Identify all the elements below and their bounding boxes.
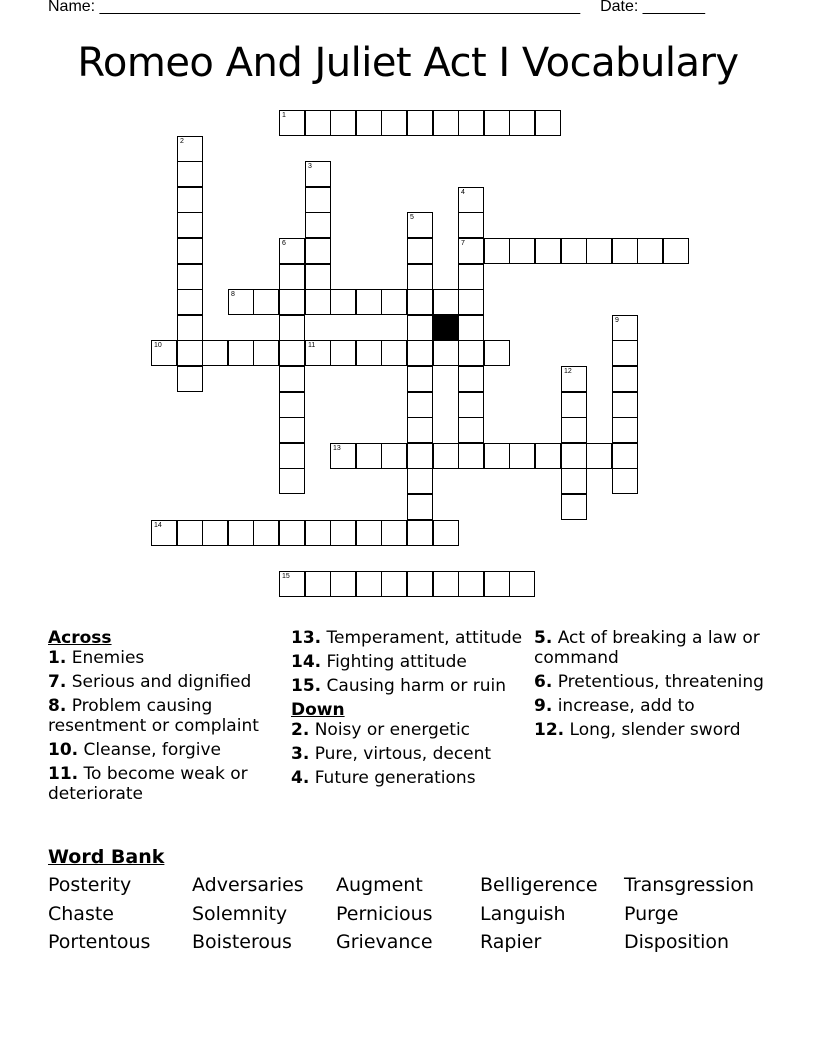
crossword-cell[interactable]	[356, 443, 382, 469]
clue-item	[291, 744, 527, 764]
crossword-cell[interactable]	[228, 340, 254, 366]
clue-text: Fighting attitude	[321, 652, 467, 672]
clue-item	[291, 720, 527, 740]
clue-item	[48, 740, 284, 760]
crossword-cell[interactable]	[305, 238, 331, 264]
crossword-cell[interactable]	[305, 212, 331, 238]
crossword-cell[interactable]	[356, 110, 382, 136]
word-bank-item: Adversaries	[192, 874, 304, 896]
across-heading: Across	[48, 628, 112, 648]
crossword-cell[interactable]	[458, 443, 484, 469]
crossword-cell[interactable]	[484, 110, 510, 136]
clue-number: 1.	[48, 648, 67, 668]
word-bank-item: Pernicious	[336, 902, 433, 925]
clue-number: 8.	[48, 696, 67, 716]
crossword-cell[interactable]	[458, 366, 484, 392]
crossword-cell[interactable]	[253, 520, 279, 546]
crossword-cell[interactable]	[637, 238, 663, 264]
crossword-cell[interactable]	[433, 520, 459, 546]
clue-number: 13	[333, 445, 341, 452]
clue-number: 2.	[291, 720, 310, 740]
crossword-cell[interactable]	[279, 110, 305, 136]
crossword-cell[interactable]	[305, 187, 331, 213]
crossword-cell[interactable]	[407, 392, 433, 418]
crossword-cell[interactable]	[586, 443, 612, 469]
clue-text: increase, add to	[552, 696, 695, 716]
crossword-cell[interactable]	[381, 520, 407, 546]
crossword-cell[interactable]	[407, 238, 433, 264]
crossword-cell[interactable]	[279, 520, 305, 546]
crossword-cell[interactable]	[561, 238, 587, 264]
word-bank-item: Grievance	[336, 931, 433, 954]
crossword-cell[interactable]	[279, 264, 305, 290]
crossword-cell[interactable]	[561, 494, 587, 520]
crossword-cell[interactable]	[509, 110, 535, 136]
word-bank-item: Chaste	[48, 902, 114, 925]
crossword-cell[interactable]	[407, 520, 433, 546]
crossword-cell[interactable]	[381, 340, 407, 366]
crossword-cell[interactable]	[228, 520, 254, 546]
clue-number: 13.	[291, 628, 322, 648]
crossword-cell[interactable]	[612, 468, 638, 494]
word-bank-item: Languish	[480, 902, 566, 925]
crossword-cell[interactable]	[407, 417, 433, 443]
word-bank-item: Posterity	[48, 874, 132, 896]
crossword-cell[interactable]	[407, 110, 433, 136]
crossword-cell[interactable]	[330, 443, 356, 469]
crossword-cell[interactable]	[484, 443, 510, 469]
crossword-cell[interactable]	[279, 340, 305, 366]
word-bank-item: Rapier	[480, 931, 542, 954]
crossword-cell[interactable]	[561, 443, 587, 469]
clue-number: 3	[308, 163, 312, 170]
crossword-cell[interactable]	[407, 315, 433, 341]
crossword-cell[interactable]	[407, 468, 433, 494]
clue-text: Cleanse, forgive	[78, 740, 222, 760]
word-bank	[48, 874, 788, 954]
crossword-cell[interactable]	[177, 161, 203, 187]
clue-number: 14.	[291, 652, 322, 672]
clue-number: 14	[154, 522, 162, 529]
crossword-cell[interactable]	[177, 212, 203, 238]
crossword-cell[interactable]	[202, 520, 228, 546]
crossword-cell[interactable]	[381, 571, 407, 597]
crossword-cell[interactable]	[535, 110, 561, 136]
crossword-cell[interactable]	[330, 571, 356, 597]
crossword-cell[interactable]	[407, 212, 433, 238]
word-bank-item: Augment	[336, 874, 423, 896]
clues-column-1	[48, 628, 284, 808]
crossword-cell[interactable]	[407, 366, 433, 392]
crossword-cell[interactable]	[253, 340, 279, 366]
crossword-black-cell	[433, 315, 459, 341]
word-bank-item: Portentous	[48, 931, 151, 954]
clue-text: Act of breaking a law or command	[534, 628, 760, 668]
crossword-cell[interactable]	[407, 443, 433, 469]
clue-item	[48, 672, 284, 692]
crossword-cell[interactable]	[458, 417, 484, 443]
crossword-cell[interactable]	[330, 340, 356, 366]
crossword-cell[interactable]	[279, 571, 305, 597]
clue-number: 4	[461, 189, 465, 196]
clue-text: Problem causing resentment or complaint	[48, 696, 259, 736]
crossword-cell[interactable]	[663, 238, 689, 264]
clue-number: 6.	[534, 672, 553, 692]
page-title: Romeo And Juliet Act I Vocabulary	[77, 40, 739, 86]
clue-item	[291, 628, 527, 648]
clue-number: 3.	[291, 744, 310, 764]
clue-text: Pretentious, threatening	[552, 672, 764, 692]
crossword-cell[interactable]	[356, 520, 382, 546]
word-bank-item: Disposition	[624, 931, 730, 954]
crossword-cell[interactable]	[177, 289, 203, 315]
crossword-cell[interactable]	[279, 315, 305, 341]
crossword-cell[interactable]	[407, 264, 433, 290]
crossword-cell[interactable]	[407, 571, 433, 597]
crossword-cell[interactable]	[279, 443, 305, 469]
crossword-cell[interactable]	[330, 520, 356, 546]
crossword-cell[interactable]	[177, 366, 203, 392]
crossword-cell[interactable]	[612, 340, 638, 366]
clue-number: 11	[308, 342, 316, 349]
crossword-cell[interactable]	[177, 315, 203, 341]
crossword-cell[interactable]	[279, 238, 305, 264]
word-bank-item: Boisterous	[192, 931, 292, 954]
crossword-cell[interactable]	[407, 289, 433, 315]
clue-number: 15.	[291, 676, 322, 696]
crossword-cell[interactable]	[484, 340, 510, 366]
crossword-cell[interactable]	[381, 289, 407, 315]
clue-number: 12.	[534, 720, 565, 740]
clues-column-3	[534, 628, 770, 744]
name-field-label: Name: ______________________________________________________	[48, 0, 581, 15]
clue-item	[534, 628, 770, 668]
crossword-cell[interactable]	[177, 340, 203, 366]
crossword-cell[interactable]	[535, 238, 561, 264]
crossword-cell[interactable]	[433, 571, 459, 597]
crossword-cell[interactable]	[612, 366, 638, 392]
clue-number: 8	[231, 291, 235, 298]
crossword-cell[interactable]	[407, 494, 433, 520]
clue-text: Temperament, attitude	[321, 628, 523, 648]
crossword-cell[interactable]	[509, 571, 535, 597]
crossword-cell[interactable]	[458, 392, 484, 418]
clue-text: Serious and dignified	[66, 672, 252, 692]
word-bank-item: Purge	[624, 902, 679, 925]
crossword-cell[interactable]	[305, 110, 331, 136]
crossword-cell[interactable]	[561, 366, 587, 392]
crossword-cell[interactable]	[458, 187, 484, 213]
crossword-cell[interactable]	[484, 571, 510, 597]
crossword-cell[interactable]	[279, 289, 305, 315]
crossword-cell[interactable]	[561, 468, 587, 494]
clue-item	[291, 652, 527, 672]
crossword-cell[interactable]	[561, 417, 587, 443]
crossword-cell[interactable]	[151, 520, 177, 546]
crossword-cell[interactable]	[458, 571, 484, 597]
crossword-cell[interactable]	[586, 238, 612, 264]
crossword-cell[interactable]	[305, 264, 331, 290]
clue-number: 5.	[534, 628, 553, 648]
clue-item	[48, 696, 284, 736]
date-field-label: Date: _______	[600, 0, 706, 15]
crossword-cell[interactable]	[612, 417, 638, 443]
crossword-cell[interactable]	[356, 571, 382, 597]
crossword-cell[interactable]	[509, 238, 535, 264]
crossword-cell[interactable]	[433, 289, 459, 315]
clue-number: 4.	[291, 768, 310, 788]
crossword-cell[interactable]	[458, 238, 484, 264]
word-bank-item: Belligerence	[480, 874, 598, 896]
word-bank-title: Word Bank	[48, 846, 165, 868]
crossword-cell[interactable]	[305, 520, 331, 546]
crossword-cell[interactable]	[356, 289, 382, 315]
clue-text: Pure, virtous, decent	[309, 744, 492, 764]
clue-text: Enemies	[66, 648, 145, 668]
crossword-cell[interactable]	[612, 392, 638, 418]
crossword-cell[interactable]	[407, 340, 433, 366]
crossword-cell[interactable]	[279, 366, 305, 392]
clue-number: 6	[282, 240, 286, 247]
clue-number: 9	[615, 317, 619, 324]
clue-number: 1	[282, 112, 286, 119]
clue-item	[534, 672, 770, 692]
crossword-cell[interactable]	[458, 289, 484, 315]
clue-number: 10	[154, 342, 162, 349]
crossword-cell[interactable]	[202, 340, 228, 366]
clue-number: 10.	[48, 740, 79, 760]
crossword-cell[interactable]	[433, 340, 459, 366]
clue-number: 9.	[534, 696, 553, 716]
crossword-cell[interactable]	[228, 289, 254, 315]
crossword-cell[interactable]	[458, 264, 484, 290]
crossword-cell[interactable]	[458, 212, 484, 238]
crossword-cell[interactable]	[458, 110, 484, 136]
clue-item	[534, 720, 770, 740]
clue-text: Future generations	[309, 768, 476, 788]
clue-item	[48, 648, 284, 668]
clue-item	[534, 696, 770, 716]
clue-number: 5	[410, 214, 414, 221]
crossword-cell[interactable]	[305, 161, 331, 187]
crossword-cell[interactable]	[484, 238, 510, 264]
crossword-cell[interactable]	[612, 238, 638, 264]
crossword-cell[interactable]	[535, 443, 561, 469]
crossword-cell[interactable]	[509, 443, 535, 469]
clue-item	[291, 768, 527, 788]
crossword-cell[interactable]	[151, 340, 177, 366]
clue-number: 11.	[48, 764, 79, 784]
crossword-cell[interactable]	[330, 110, 356, 136]
crossword-cell[interactable]	[177, 187, 203, 213]
clue-text: To become weak or deteriorate	[48, 764, 248, 804]
crossword-cell[interactable]	[279, 468, 305, 494]
crossword-cell[interactable]	[177, 238, 203, 264]
clue-number: 15	[282, 573, 290, 580]
word-bank-item: Solemnity	[192, 902, 288, 925]
crossword-cell[interactable]	[612, 443, 638, 469]
crossword-cell[interactable]	[305, 571, 331, 597]
crossword-cell[interactable]	[330, 289, 356, 315]
crossword-cell[interactable]	[458, 340, 484, 366]
clue-text: Long, slender sword	[564, 720, 741, 740]
clue-item	[48, 764, 284, 804]
crossword-cell[interactable]	[177, 264, 203, 290]
clue-number: 7.	[48, 672, 67, 692]
word-bank-item: Transgression	[624, 874, 755, 896]
crossword-cell[interactable]	[177, 136, 203, 162]
crossword-cell[interactable]	[177, 520, 203, 546]
crossword-cell[interactable]	[433, 443, 459, 469]
clue-text: Causing harm or ruin	[321, 676, 507, 696]
crossword-cell[interactable]	[381, 443, 407, 469]
crossword-cell[interactable]	[561, 392, 587, 418]
down-heading: Down	[291, 700, 345, 720]
clue-item	[291, 676, 527, 696]
crossword-cell[interactable]	[279, 392, 305, 418]
crossword-cell[interactable]	[433, 110, 459, 136]
crossword-cell[interactable]	[612, 315, 638, 341]
clues-column-2	[291, 628, 527, 792]
crossword-cell[interactable]	[458, 315, 484, 341]
clue-number: 2	[180, 138, 184, 145]
crossword-cell[interactable]	[356, 340, 382, 366]
crossword-cell[interactable]	[305, 340, 331, 366]
crossword-cell[interactable]	[253, 289, 279, 315]
clue-number: 7	[461, 240, 465, 247]
clue-number: 12	[564, 368, 572, 375]
crossword-cell[interactable]	[305, 289, 331, 315]
crossword-cell[interactable]	[381, 110, 407, 136]
clue-text: Noisy or energetic	[309, 720, 471, 740]
crossword-cell[interactable]	[279, 417, 305, 443]
